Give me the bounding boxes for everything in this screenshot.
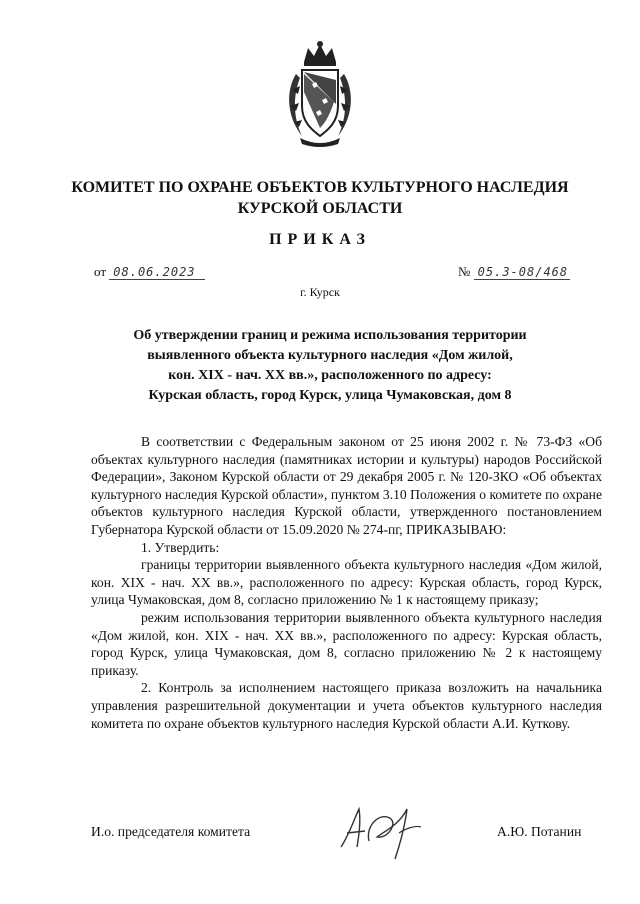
coat-of-arms-emblem (282, 40, 358, 148)
committee-heading (40, 177, 600, 219)
committee-line-2: КУРСКОЙ ОБЛАСТИ (237, 200, 403, 217)
order-title: ПРИКАЗ (269, 231, 371, 248)
committee-line-1: КОМИТЕТ ПО ОХРАНЕ ОБЪЕКТОВ КУЛЬТУРНОГО НАСЛЕДИЯ (71, 179, 569, 196)
order-body (91, 433, 602, 732)
item-1-regime: режим использования территории выявленного объекта культурного наследия «Дом жилой, кон. XIX - нач. XX вв.», расположенного по адресу: Курская область, город Курск, улица Чумаковская, дом 8, согласно приложению № 2 к настоящему приказу. (91, 609, 602, 678)
subject-line-3: кон. XIX - нач. XX вв.», расположенного по адресу: (168, 368, 492, 383)
order-number (458, 264, 570, 280)
subject-line-4: Курская область, город Курск, улица Чумаковская, дом 8 (148, 388, 512, 403)
subject-line-2: выявленного объекта культурного наследия «Дом жилой, (147, 348, 513, 363)
order-date (94, 264, 205, 280)
handwritten-signature (335, 795, 425, 865)
item-1-heading: 1. Утвердить: (141, 539, 220, 555)
item-1-borders: границы территории выявленного объекта культурного наследия «Дом жилой, кон. XIX - нач. XX вв.», расположенного по адресу: Курская область, город Курск, улица Чумаковская, дом 8, согласно приложению № 1 к настоящему приказу; (91, 557, 602, 608)
date-prefix: от (94, 264, 107, 279)
signatory-name: А.Ю. Потанин (497, 824, 582, 839)
city: г. Курск (300, 285, 340, 299)
order-subject (90, 326, 570, 406)
date-value: 08.06.2023 (109, 265, 205, 280)
preamble-paragraph: В соответствии с Федеральным законом от 25 июня 2002 г. № 73-ФЗ «Об объектах культурного наследия (памятниках истории и культуры) народов Российской Федерации», Законом Курской области от 29 декабря 2005 г. № 120-ЗКО «Об объектах культурного наследия Курской области», пунктом 3.10 Положения о комитете по охране объектов культурного наследия Курской области, утвержденного постановлением Губернатора Курской области от 15.09.2020 № 274-пг, ПРИКАЗЫВАЮ: (91, 434, 602, 537)
signatory-position: И.о. председателя комитета (91, 824, 251, 839)
number-value: 05.3-08/468 (474, 265, 570, 280)
number-prefix: № (458, 264, 471, 279)
item-2-control: 2. Контроль за исполнением настоящего приказа возложить на начальника управления разрешительной документации и учета объектов культурного наследия комитета по охране объектов культурного наследия Курской области А.И. Куткову. (91, 680, 602, 731)
subject-line-1: Об утверждении границ и режима использования территории (133, 328, 527, 343)
